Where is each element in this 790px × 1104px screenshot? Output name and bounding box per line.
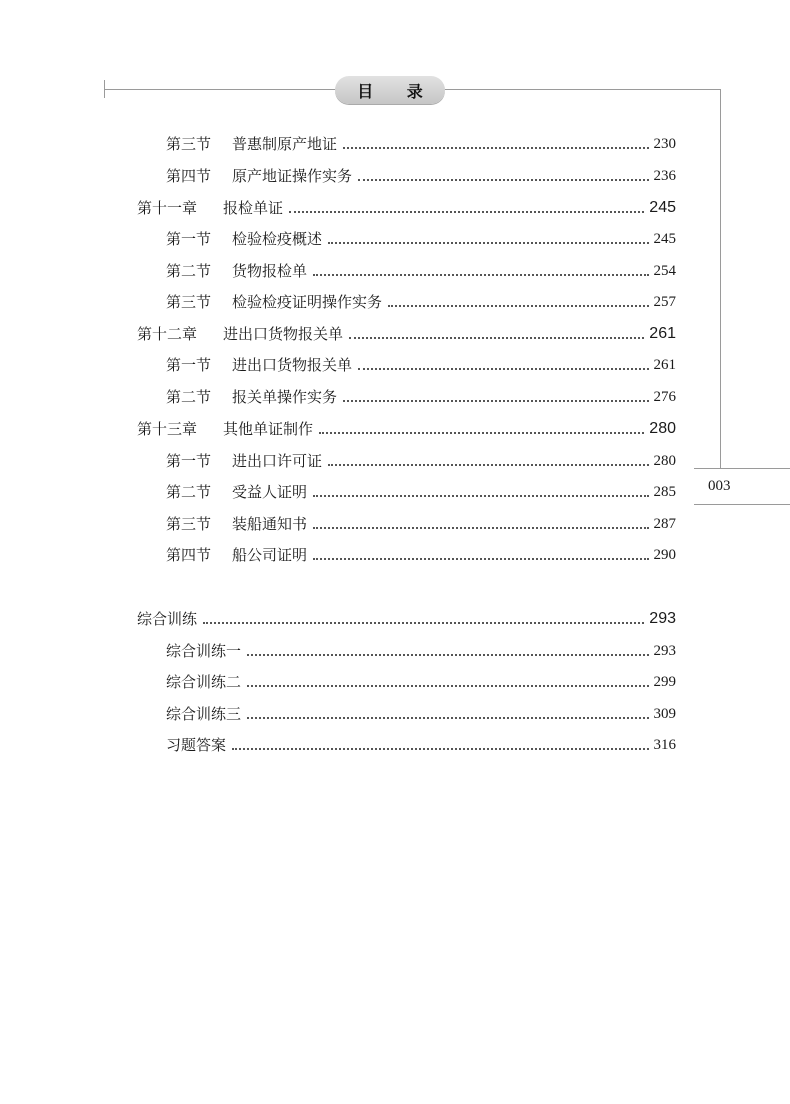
toc-section-entry[interactable] [166, 354, 676, 376]
toc-leader-dots [388, 305, 648, 307]
toc-section-entry[interactable] [166, 450, 676, 472]
toc-entry-label [166, 291, 382, 313]
page-tab-bottom-rule [694, 504, 790, 505]
toc-section-entry[interactable] [166, 513, 676, 535]
toc-section-entry[interactable] [166, 481, 676, 503]
toc-entry-number: 第三节 [166, 135, 212, 153]
frame-tick-left [104, 80, 105, 98]
toc-entry-title: 受益人证明 [232, 483, 308, 501]
toc-entry-page: 230 [653, 136, 676, 152]
toc-entry-label [166, 640, 241, 662]
toc-leader-dots [313, 274, 648, 276]
toc-chapter-entry[interactable] [137, 608, 676, 630]
toc-leader-dots [349, 337, 644, 339]
toc-entry-page: 287 [653, 516, 676, 532]
toc-entry-title: 综合训练 [137, 610, 198, 628]
toc-entry-label [166, 165, 352, 187]
toc-entry-number: 第一节 [166, 230, 212, 248]
toc-section-entry[interactable] [166, 703, 676, 725]
toc-leader-dots [247, 717, 648, 719]
toc-entry-label [166, 133, 337, 155]
toc-entry-title: 习题答案 [166, 736, 227, 754]
toc-section-entry[interactable] [166, 671, 676, 693]
toc-entry-label [166, 703, 241, 725]
toc-section-entry[interactable] [166, 133, 676, 155]
toc-entry-label [166, 228, 322, 250]
toc-leader-dots [328, 242, 648, 244]
toc-entry-page: 236 [653, 168, 676, 184]
toc-entry-label [166, 734, 226, 756]
toc-entry-label [166, 544, 307, 566]
toc-leader-dots [319, 432, 644, 434]
toc-entry-number: 第四节 [166, 546, 212, 564]
toc-entry-title: 综合训练二 [166, 673, 242, 691]
toc-entry-label [166, 354, 352, 376]
toc-entry-title: 货物报检单 [232, 262, 308, 280]
toc-entry-label [166, 671, 241, 693]
toc-entry-label [137, 608, 197, 630]
toc-entry-page: 309 [653, 706, 676, 722]
toc-section-entry[interactable] [166, 734, 676, 756]
toc-entry-number: 第二节 [166, 388, 212, 406]
toc-entry-number: 第一节 [166, 356, 212, 374]
toc-entry-title: 综合训练三 [166, 705, 242, 723]
toc-entry-number: 第一节 [166, 452, 212, 470]
toc-leader-dots [247, 654, 648, 656]
toc-section-entry[interactable] [166, 386, 676, 408]
toc-leader-dots [203, 622, 644, 624]
toc-chapter-entry[interactable] [137, 197, 676, 219]
toc-section-entry[interactable] [166, 544, 676, 566]
page-title: 目 录 [335, 76, 445, 104]
toc-leader-dots [358, 179, 648, 181]
toc-entry-label [166, 481, 307, 503]
toc-entry-page: 293 [649, 610, 676, 627]
toc-entry-number: 第十三章 [137, 420, 198, 438]
toc-entry-title: 报关单操作实务 [232, 388, 338, 406]
toc-entry-page: 316 [653, 737, 676, 753]
toc-entry-number: 第四节 [166, 167, 212, 185]
toc-entry-title: 装船通知书 [232, 515, 308, 533]
toc-entry-page: 245 [649, 199, 676, 216]
toc-section-entry[interactable] [166, 640, 676, 662]
toc-leader-dots [313, 558, 648, 560]
toc-entry-number: 第三节 [166, 293, 212, 311]
toc-entry-page: 293 [653, 643, 676, 659]
toc-entry-title: 其他单证制作 [223, 420, 314, 438]
toc-leader-dots [313, 495, 648, 497]
toc-leader-dots [313, 527, 648, 529]
toc-entry-number: 第二节 [166, 483, 212, 501]
toc-entry-title: 原产地证操作实务 [232, 167, 353, 185]
toc-leader-dots [232, 748, 648, 750]
toc-entry-label [166, 260, 307, 282]
toc-leader-dots [247, 685, 648, 687]
toc-entry-label [137, 197, 283, 219]
toc-entry-page: 276 [653, 389, 676, 405]
toc-entry-title: 进出口许可证 [232, 452, 323, 470]
toc-entry-page: 280 [653, 453, 676, 469]
toc-entry-page: 290 [653, 547, 676, 563]
frame-line-right [720, 89, 721, 469]
toc-entry-page: 299 [653, 674, 676, 690]
toc-entry-page: 285 [653, 484, 676, 500]
toc-entry-label [137, 418, 313, 440]
toc-entry-number: 第十一章 [137, 199, 198, 217]
toc-entry-page: 261 [649, 325, 676, 342]
toc-entry-title: 进出口货物报关单 [232, 356, 353, 374]
toc-chapter-entry[interactable] [137, 418, 676, 440]
toc-leader-dots [343, 147, 648, 149]
toc-section-entry[interactable] [166, 291, 676, 313]
toc-entry-number: 第十二章 [137, 325, 198, 343]
toc-entry-label [166, 386, 337, 408]
toc-leader-dots [343, 400, 648, 402]
toc-entry-page: 261 [653, 357, 676, 373]
toc-entry-label [137, 323, 343, 345]
toc-entry-page: 257 [653, 294, 676, 310]
toc-leader-dots [328, 464, 648, 466]
toc-entry-page: 280 [649, 420, 676, 437]
toc-entry-number: 第三节 [166, 515, 212, 533]
toc-entry-title: 普惠制原产地证 [232, 135, 338, 153]
toc-entry-number: 第二节 [166, 262, 212, 280]
toc-entry-page: 254 [653, 263, 676, 279]
toc-entry-title: 船公司证明 [232, 546, 308, 564]
toc-leader-dots [358, 368, 648, 370]
toc-entry-title: 检验检疫概述 [232, 230, 323, 248]
toc-entry-title: 综合训练一 [166, 642, 242, 660]
page-number: 003 [708, 478, 731, 494]
toc-entry-title: 进出口货物报关单 [223, 325, 344, 343]
page-tab-top-rule [694, 468, 790, 469]
toc-chapter-entry[interactable] [137, 323, 676, 345]
toc-entry-title: 报检单证 [223, 199, 284, 217]
toc-section-entry[interactable] [166, 260, 676, 282]
toc-leader-dots [289, 211, 644, 213]
toc-entry-title: 检验检疫证明操作实务 [232, 293, 383, 311]
toc-entry-label [166, 513, 307, 535]
toc-entry-page: 245 [653, 231, 676, 247]
toc-section-entry[interactable] [166, 165, 676, 187]
toc-section-entry[interactable] [166, 228, 676, 250]
toc-entry-label [166, 450, 322, 472]
